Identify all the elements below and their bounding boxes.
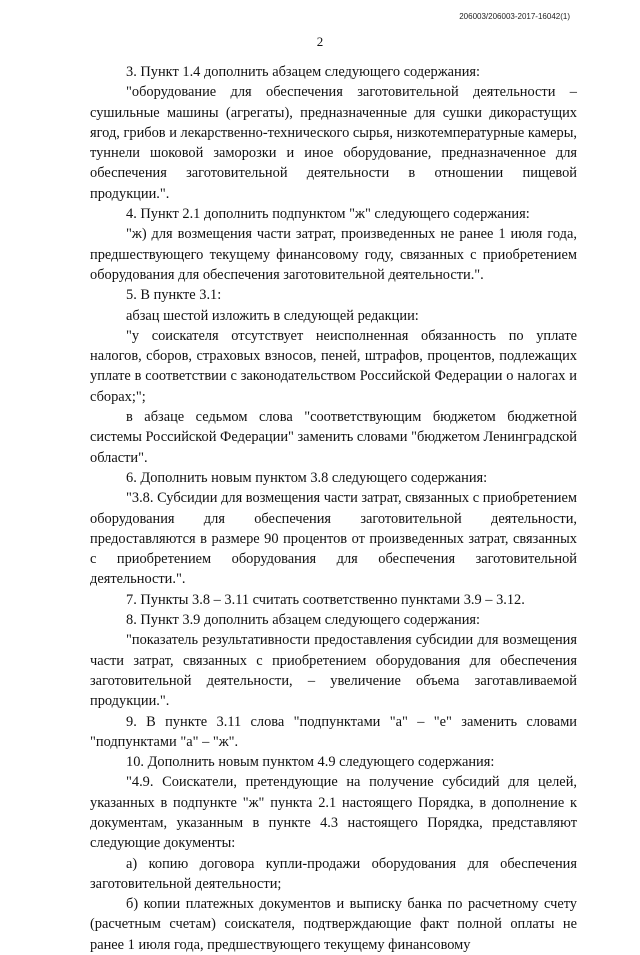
document-body [90,62,577,955]
paragraph-item-3: 3. Пункт 1.4 дополнить абзацем следующего содержания: [126,64,481,80]
paragraph-item-9: 9. В пункте 3.11 слова "подпунктами "а" – "е" заменить словами "подпунктами "а" – "ж". [90,713,577,750]
paragraph-item-5: 5. В пункте 3.1: [126,287,222,304]
quoted-text: "4.9. Соискатели, претендующие на получение субсидий для целей, указанных в подпункте "ж" пункта 2.1 настоящего Порядка, в дополнение к документам, указанным в пункте 4.3 настоящего Порядка, представляют следующие документы: [90,774,577,852]
paragraph-item-8: 8. Пункт 3.9 дополнить абзацем следующего содержания: [126,612,481,629]
quoted-text: "3.8. Субсидии для возмещения части затрат, связанных с приобретением оборудования для обеспечения заготовительной деятельности, предоставляются в размере 90 процентов от произведенных затрат, связанных с приобретением оборудования для обеспечения заготовительной деятельности.". [90,490,577,588]
paragraph-item-7: 7. Пункты 3.8 – 3.11 считать соответственно пунктами 3.9 – 3.12. [126,591,525,608]
quoted-text: "оборудование для обеспечения заготовительной деятельности – сушильные машины (агрегаты), предназначенные для сушки дикорастущих ягод, грибов и лекарственно-технического сырья, низкотемпературные камеры, туннели шоковой заморозки и иное оборудование, предназначенное для обеспечения заготовительной деятельности в отношении пищевой продукции.". [90,84,577,202]
paragraph-text: абзац шестой изложить в следующей редакции: [126,307,419,324]
paragraph-item-4: 4. Пункт 2.1 дополнить подпунктом "ж" следующего содержания: [126,206,530,223]
paragraph-text: в абзаце седьмом слова "соответствующим бюджетом бюджетной системы Российской Федерации" заменить словами "бюджетом Ленинградской области". [90,409,577,466]
list-item: а) копию договора купли-продажи оборудования для обеспечения заготовительной деятельности; [90,855,577,892]
paragraph-item-10: 10. Дополнить новым пунктом 4.9 следующего содержания: [126,754,495,771]
page-number: 2 [316,34,324,49]
quoted-text: "показатель результативности предоставления субсидии для возмещения части затрат, связанных с приобретением оборудования для обеспечения заготовительной деятельности, – увеличение объема заготавливаемой продукции.". [90,632,577,710]
quoted-text: "у соискателя отсутствует неисполненная обязанность по уплате налогов, сборов, страховых взносов, пеней, штрафов, процентов, подлежащих уплате в соответствии с законодательством Российской Федерации о налогах и сборах;"; [90,327,577,405]
quoted-text: "ж) для возмещения части затрат, произведенных не ранее 1 июля года, предшествующего текущему финансовому году, связанных с приобретением оборудования для обеспечения заготовительной деятельности.". [90,226,577,283]
paragraph-item-6: 6. Дополнить новым пунктом 3.8 следующего содержания: [126,469,488,486]
list-item: б) копии платежных документов и выписку банка по расчетному счету (расчетным счетам) соискателя, подтверждающие факт полной оплаты не ранее 1 июля года, предшествующего текущему финансовому [90,896,577,953]
document-id: 206003/206003-2017-16042(1) [459,12,570,21]
